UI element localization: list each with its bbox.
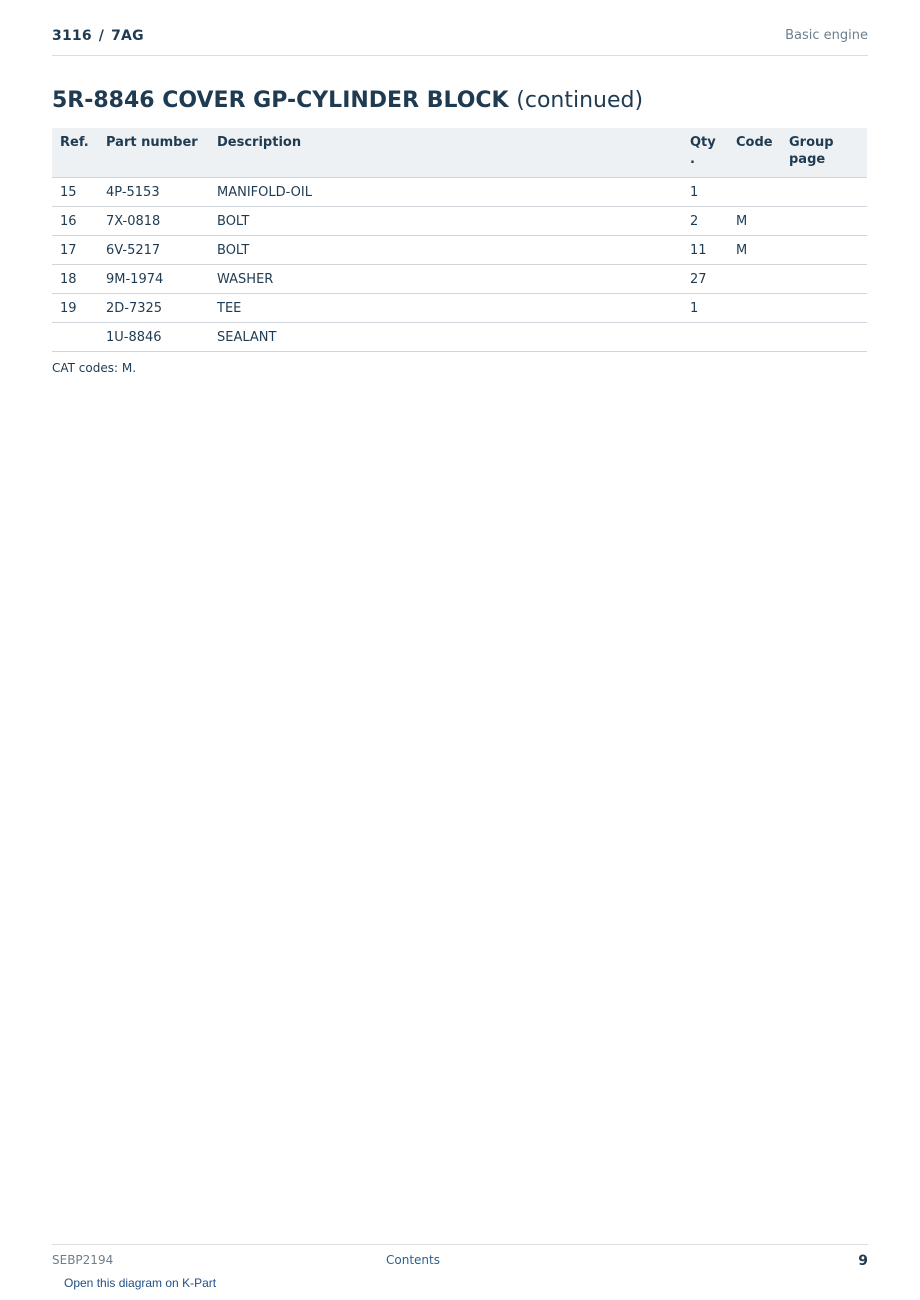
cell-description: MANIFOLD-OIL [209, 178, 682, 207]
cell-part-number: 2D-7325 [98, 294, 209, 323]
cell-group-page [781, 236, 867, 265]
table-row [52, 207, 867, 236]
cell-group-page [781, 294, 867, 323]
cell-code [728, 265, 781, 294]
page-number: 9 [858, 1253, 868, 1269]
cell-ref: 16 [52, 207, 98, 236]
table-row [52, 265, 867, 294]
table-header-row [52, 128, 867, 178]
col-qty-line2: . [690, 152, 695, 167]
cell-part-number: 7X-0818 [98, 207, 209, 236]
cell-group-page [781, 265, 867, 294]
cell-ref: 18 [52, 265, 98, 294]
table-row [52, 178, 867, 207]
open-kpart-link[interactable]: Open this diagram on K-Part [64, 1276, 217, 1290]
cell-description: BOLT [209, 207, 682, 236]
cell-qty [682, 323, 728, 352]
cell-qty: 1 [682, 178, 728, 207]
model-number: 3116 [52, 28, 92, 44]
cell-part-number: 4P-5153 [98, 178, 209, 207]
cell-code: M [728, 207, 781, 236]
header-separator: / [98, 28, 105, 44]
cell-description: SEALANT [209, 323, 682, 352]
col-qty-header [682, 128, 728, 178]
col-group-line1: Group [789, 135, 834, 150]
contents-link[interactable]: Contents [386, 1253, 440, 1267]
cell-group-page [781, 207, 867, 236]
title-suffix: (continued) [516, 88, 644, 113]
page-footer [52, 1244, 868, 1275]
cell-group-page [781, 178, 867, 207]
cell-qty: 1 [682, 294, 728, 323]
cell-ref [52, 323, 98, 352]
page-header [52, 28, 868, 56]
cell-qty: 27 [682, 265, 728, 294]
cell-description: WASHER [209, 265, 682, 294]
col-ref-header: Ref. [52, 128, 98, 178]
document-id: SEBP2194 [52, 1253, 114, 1267]
cell-qty: 2 [682, 207, 728, 236]
table-row [52, 236, 867, 265]
cell-group-page [781, 323, 867, 352]
table-row [52, 294, 867, 323]
cell-code [728, 178, 781, 207]
cat-codes-note: CAT codes: M. [52, 361, 137, 375]
col-desc-header: Description [209, 128, 682, 178]
col-group-header [781, 128, 867, 178]
cell-qty: 11 [682, 236, 728, 265]
cell-part-number: 9M-1974 [98, 265, 209, 294]
model-arrangement [52, 28, 144, 44]
title-main: 5R-8846 COVER GP-CYLINDER BLOCK [52, 88, 509, 113]
col-part-header: Part number [98, 128, 209, 178]
cell-code [728, 323, 781, 352]
cell-ref: 17 [52, 236, 98, 265]
section-name: Basic engine [785, 28, 868, 43]
cell-description: BOLT [209, 236, 682, 265]
cell-ref: 19 [52, 294, 98, 323]
col-group-line2: page [789, 152, 826, 167]
col-qty-line1: Qty [690, 135, 716, 150]
cell-code: M [728, 236, 781, 265]
table-row [52, 323, 867, 352]
cell-code [728, 294, 781, 323]
parts-table [52, 128, 867, 352]
col-code-header: Code [728, 128, 781, 178]
cell-ref: 15 [52, 178, 98, 207]
cell-description: TEE [209, 294, 682, 323]
cell-part-number: 6V-5217 [98, 236, 209, 265]
cell-part-number: 1U-8846 [98, 323, 209, 352]
page-title [52, 88, 643, 113]
arrangement-number: 7AG [111, 28, 144, 44]
